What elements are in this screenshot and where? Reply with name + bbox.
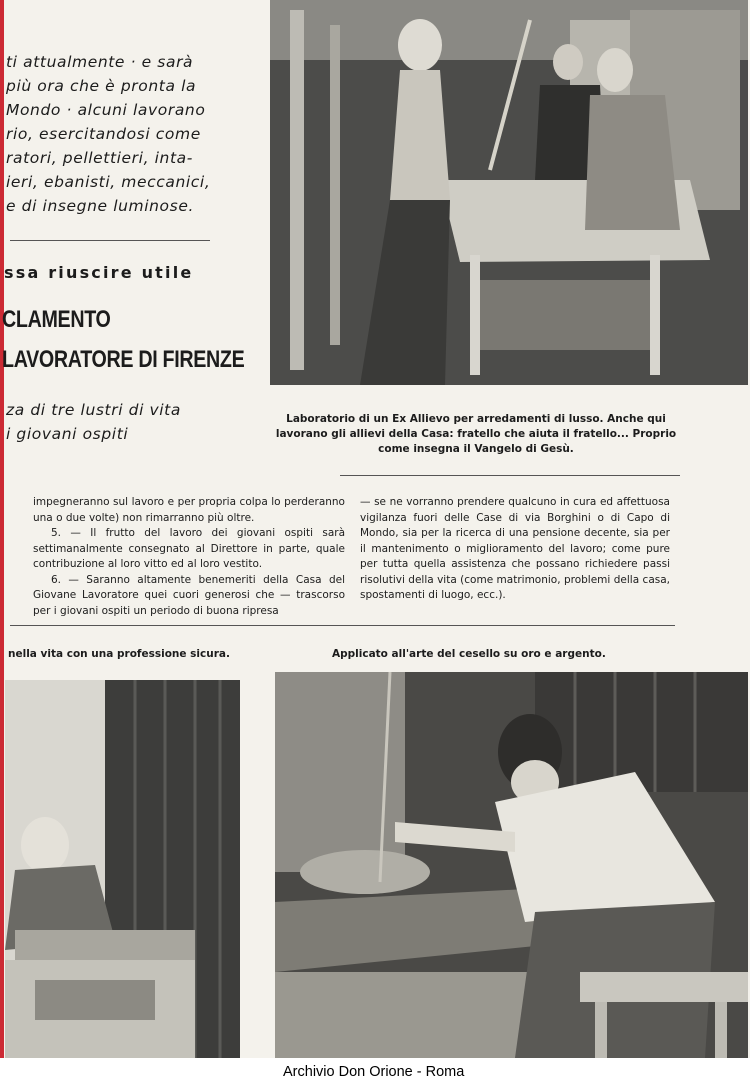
intro-paragraph: ti attualmente · e sarà più ora che è pronta la Mondo · alcuni lavorano rio, esercitandosi come ratori, pellettieri, inta- ieri, ebanisti, meccanici, e di insegne luminose. — [6, 53, 211, 215]
body-paragraph: 6. — Saranno altamente benemeriti della Casa del Giovane Lavoratore quei cuori generosi che — trascorso per i giovani ospiti un periodo di buona ripresa — [33, 573, 345, 617]
photo-workshop-luxury-furnishings — [270, 0, 748, 385]
body-paragraph: 5. — Il frutto del lavoro dei giovani ospiti sarà settimanalmente consegnato al Direttore in parte, quale contribuzione al loro vitto ed al loro vestito. — [33, 527, 345, 570]
article-headline-line-1: CLAMENTO — [2, 306, 111, 333]
divider-rule — [10, 240, 210, 241]
archive-credit: Archivio Don Orione - Roma — [283, 1064, 465, 1080]
photo-caption-chasing-art: Applicato all'arte del cesello su oro e argento. — [332, 648, 606, 660]
body-paragraph: — se ne vorranno prendere qualcuno in cura ed affettuosa vigilanza fuori delle Case di via Borghini o di Capo di Mondo, sia per la ricerca di una pensione decente, sia per il mantenimento o miglioramento del lavoro; come pure per tutta quella assistenza che possano richiedere passi risolutivi della vita (come matrimonio, problemi della casa, spostamenti di luogo, ecc.). — [360, 496, 670, 601]
body-paragraph: impegneranno sul lavoro e per propria colpa lo perderanno una o due volte) non rimarranno più oltre. — [33, 496, 345, 524]
photo-man-at-workbench — [5, 680, 240, 1060]
photo-young-man-chasing-metal — [275, 672, 748, 1058]
body-column-right — [360, 495, 670, 604]
body-column-left — [33, 495, 345, 619]
divider-rule — [340, 475, 680, 476]
divider-rule — [10, 625, 675, 626]
page-binding-edge — [0, 0, 4, 1087]
article-subtitle: za di tre lustri di vita i giovani ospiti — [6, 401, 181, 443]
photo-caption-profession: nella vita con una professione sicura. — [8, 648, 230, 660]
photo-caption-workshop: Laboratorio di un Ex Allievo per arredamenti di lusso. Anche qui lavorano gli allievi della Casa: fratello che aiuta il fratello... Proprio come insegna il Vangelo di Gesù. — [275, 413, 677, 455]
article-kicker: ssa riuscire utile — [4, 263, 194, 282]
article-headline-line-2: LAVORATORE DI FIRENZE — [2, 346, 245, 373]
